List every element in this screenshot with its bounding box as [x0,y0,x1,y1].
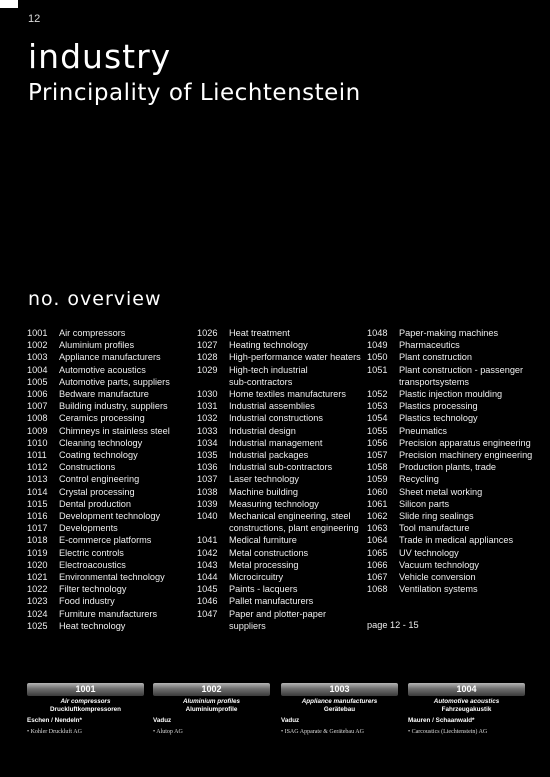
item-label: Trade in medical appliances [399,535,514,546]
list-item [197,400,362,412]
item-code: 1013 [27,474,48,485]
item-label: Electroacoustics [59,559,126,570]
item-code: 1003 [27,352,48,363]
item-code: 1023 [27,596,48,607]
item-code: 1046 [197,596,218,607]
list-item [27,583,192,595]
item-label: Precision apparatus engineering [399,437,531,448]
list-item [27,559,192,571]
list-item [27,364,192,376]
item-code: 1033 [197,425,218,436]
list-item [197,327,362,339]
list-item [27,437,192,449]
item-code: 1019 [27,547,48,558]
item-label: Paper-making machines [399,328,499,338]
item-code: 1052 [367,389,388,400]
item-label: Heat technology [59,620,126,631]
item-label: Air compressors [59,328,126,338]
card-category-de: Gerätebau [323,706,356,713]
item-code: 1054 [367,413,388,424]
item-code: 1040 [197,511,218,522]
item-label: Industrial design [229,425,296,436]
item-code: 1010 [27,437,48,448]
item-code: 1039 [197,498,218,509]
list-item [27,388,192,400]
item-code: 1015 [27,498,48,509]
list-item [197,534,362,546]
item-label: E-commerce platforms [59,535,152,546]
list-item [367,339,547,351]
item-code: 1009 [27,425,48,436]
list-item [27,571,192,583]
item-code: 1063 [367,523,388,534]
item-label: Constructions [59,462,116,473]
item-label: Plastic injection moulding [399,389,503,400]
list-item [27,534,192,546]
item-label: Aluminium profiles [59,340,135,351]
list-item [367,425,547,437]
item-code: 1018 [27,535,48,546]
list-item [27,510,192,522]
item-code: 1014 [27,486,48,497]
company-card-1001 [27,683,144,736]
item-label: Recycling [399,474,439,485]
item-code: 1001 [27,328,48,338]
item-label: Appliance manufacturers [59,352,161,363]
list-item [367,559,547,571]
list-item [27,620,192,632]
item-label: Ventilation systems [399,584,478,595]
card-location: Mauren / Schaanwald* [408,717,475,724]
card-code-bar: 1003 [281,683,398,696]
list-item [367,571,547,583]
item-label: Vehicle conversion [399,572,476,583]
item-label: Building industry, suppliers [59,401,168,412]
list-item [197,425,362,437]
card-category-en: Appliance manufacturers [301,698,378,705]
item-label: Measuring technology [229,498,319,509]
list-item [27,351,192,363]
list-item [27,376,192,388]
list-item [367,522,547,534]
item-code: 1043 [197,559,218,570]
list-item [27,498,192,510]
list-item [197,583,362,595]
item-label: Machine building [229,486,298,497]
list-item [197,620,362,632]
overview-title: no. overview [28,288,162,310]
card-category-en: Aluminium profiles [182,698,241,705]
item-code: 1066 [367,559,388,570]
item-code: 1017 [27,523,48,534]
item-label: Paper and plotter-paper [229,608,327,619]
item-label: Heating technology [229,340,308,351]
list-item [197,522,362,534]
item-code: 1058 [367,462,388,473]
item-label: Plastics processing [399,401,478,412]
item-label: High-performance water heaters [229,352,361,363]
item-label: Pharmaceutics [399,340,460,351]
item-label: Development technology [59,511,161,522]
list-item [367,351,547,363]
item-label: Environmental technology [59,572,165,583]
item-label: Sheet metal working [399,486,483,497]
page-title: industry [28,37,172,76]
item-label: Pneumatics [399,425,448,436]
item-code: 1005 [27,376,48,387]
card-category-de: Fahrzeugakustik [441,706,492,713]
list-item [27,425,192,437]
item-code: 1061 [367,498,388,509]
item-code [197,620,229,632]
item-code: 1031 [197,401,218,412]
item-label: Food industry [59,596,115,607]
item-code: 1045 [197,584,218,595]
card-code-bar: 1001 [27,683,144,696]
item-code: 1044 [197,572,218,583]
list-item [367,437,547,449]
item-label: Pallet manufacturers [229,596,314,607]
item-code: 1062 [367,511,388,522]
item-label: Mechanical engineering, steel [229,511,351,522]
card-company: • Kohler Druckluft AG [27,729,82,735]
card-location: Vaduz [281,717,300,724]
card-code-bar: 1002 [153,683,270,696]
list-item [197,608,362,620]
item-code [367,376,399,388]
item-label: Electric controls [59,547,124,558]
list-item [367,486,547,498]
item-code: 1030 [197,389,218,400]
item-label: Industrial constructions [229,413,323,424]
item-label: Medical furniture [229,535,297,546]
item-code: 1042 [197,547,218,558]
item-label: Slide ring sealings [399,511,474,522]
item-label: Automotive parts, suppliers [59,376,170,387]
card-code-bar: 1004 [408,683,525,696]
item-code: 1026 [197,328,218,338]
item-label: Plant construction - passenger [399,364,524,375]
list-item [197,351,362,363]
list-item [197,498,362,510]
page-reference: page 12 - 15 [367,620,419,630]
item-code [197,522,229,534]
item-label: Microcircuitry [229,572,284,583]
item-label: Dental production [59,498,132,509]
list-item [27,412,192,424]
card-company: • ISAG Apparate & Gerätebau AG [281,729,364,735]
item-code: 1056 [367,437,388,448]
list-item [197,571,362,583]
overview-column-2 [197,327,362,632]
company-card-1003 [281,683,398,736]
item-label: High-tech industrial [229,364,308,375]
item-code: 1029 [197,364,218,375]
item-label: Industrial assemblies [229,401,315,412]
item-code: 1037 [197,474,218,485]
list-item [27,608,192,620]
item-code: 1035 [197,450,218,461]
item-code: 1028 [197,352,218,363]
item-label: sub-contractors [229,376,293,387]
item-code: 1059 [367,474,388,485]
item-code: 1064 [367,535,388,546]
item-label: Metal processing [229,559,299,570]
list-item [197,449,362,461]
list-item [27,400,192,412]
item-label: Precision machinery engineering [399,450,533,461]
item-code: 1048 [367,328,388,338]
page-number: 12 [28,13,41,25]
item-code: 1021 [27,572,48,583]
item-label: Automotive acoustics [59,364,146,375]
card-location: Eschen / Nendeln* [27,717,82,724]
list-item [367,547,547,559]
item-label: Filter technology [59,584,127,595]
item-label: Laser technology [229,474,299,485]
item-label: Crystal processing [59,486,135,497]
item-code: 1041 [197,535,218,546]
item-label: Plant construction [399,352,473,363]
item-code: 1068 [367,584,388,595]
list-item [197,364,362,376]
item-code: 1032 [197,413,218,424]
list-item [197,388,362,400]
card-category-en: Automotive acoustics [433,698,500,705]
item-label: Cleaning technology [59,437,143,448]
item-label: Heat treatment [229,328,290,338]
list-item [367,364,547,376]
item-code: 1053 [367,401,388,412]
card-company: • Alutop AG [153,729,183,735]
card-category-de: Druckluftkompressoren [49,706,122,713]
item-label: Vacuum technology [399,559,480,570]
card-category-de: Aluminiumprofile [185,706,238,713]
item-code: 1050 [367,352,388,363]
item-code: 1022 [27,584,48,595]
item-label: Paints - lacquers [229,584,298,595]
item-label: Bedware manufacture [59,389,149,400]
item-label: Industrial sub-contractors [229,462,333,473]
item-code: 1025 [27,620,48,631]
list-item [367,412,547,424]
list-item [367,449,547,461]
list-item [197,461,362,473]
item-label: Home textiles manufacturers [229,389,346,400]
list-item [27,461,192,473]
item-code: 1067 [367,572,388,583]
item-code: 1002 [27,340,48,351]
item-label: Control engineering [59,474,140,485]
list-item [197,547,362,559]
item-label: Silicon parts [399,498,450,509]
page-subtitle: Principality of Liechtenstein [28,80,361,106]
list-item [367,461,547,473]
list-item [197,559,362,571]
item-code: 1049 [367,340,388,351]
corner-mark [0,0,18,8]
item-code: 1055 [367,425,388,436]
item-code: 1060 [367,486,388,497]
list-item [27,595,192,607]
list-item [197,437,362,449]
list-item [27,486,192,498]
item-code: 1016 [27,511,48,522]
item-label: Furniture manufacturers [59,608,158,619]
list-item [197,473,362,485]
list-item [367,534,547,546]
list-item [367,327,547,339]
item-label: Chimneys in stainless steel [59,425,170,436]
item-code: 1007 [27,401,48,412]
list-item [367,510,547,522]
item-label: constructions, plant engineering [229,523,359,534]
overview-column-3 [367,327,547,595]
item-code: 1012 [27,462,48,473]
item-code: 1011 [27,450,47,461]
item-code: 1036 [197,462,218,473]
list-item [367,376,547,388]
company-card-1002 [153,683,270,736]
list-item [197,486,362,498]
item-label: Industrial management [229,437,323,448]
list-item [27,473,192,485]
list-item [367,400,547,412]
list-item [367,473,547,485]
item-code: 1004 [27,364,48,375]
item-code: 1038 [197,486,218,497]
item-label: Metal constructions [229,547,309,558]
list-item [197,412,362,424]
list-item [27,547,192,559]
item-code: 1065 [367,547,388,558]
item-label: suppliers [229,620,266,631]
item-label: Tool manufacture [399,523,470,534]
item-label: Plastics technology [399,413,478,424]
list-item [367,583,547,595]
company-card-1004 [408,683,525,736]
item-label: UV technology [399,547,459,558]
card-location: Vaduz [153,717,172,724]
item-code: 1047 [197,608,218,619]
item-label: Ceramics processing [59,413,145,424]
item-code: 1024 [27,608,48,619]
item-label: Coating technology [59,450,138,461]
item-label: Production plants, trade [399,462,497,473]
list-item [27,522,192,534]
item-code: 1027 [197,340,218,351]
item-code: 1034 [197,437,218,448]
item-code: 1057 [367,450,388,461]
list-item [27,449,192,461]
item-label: transportsystems [399,376,469,387]
list-item [197,376,362,388]
item-code: 1051 [367,364,388,375]
overview-column-1 [27,327,192,632]
item-code: 1020 [27,559,48,570]
list-item [27,327,192,339]
list-item [367,498,547,510]
list-item [197,339,362,351]
list-item [27,339,192,351]
item-code: 1008 [27,413,48,424]
item-code [197,376,229,388]
item-label: Developments [59,523,118,534]
item-label: Industrial packages [229,450,309,461]
card-company: • Carcoustics (Liechtenstein) AG [408,729,488,735]
card-category-en: Air compressors [60,698,111,705]
list-item [197,595,362,607]
list-item [367,388,547,400]
list-item [197,510,362,522]
item-code: 1006 [27,389,48,400]
